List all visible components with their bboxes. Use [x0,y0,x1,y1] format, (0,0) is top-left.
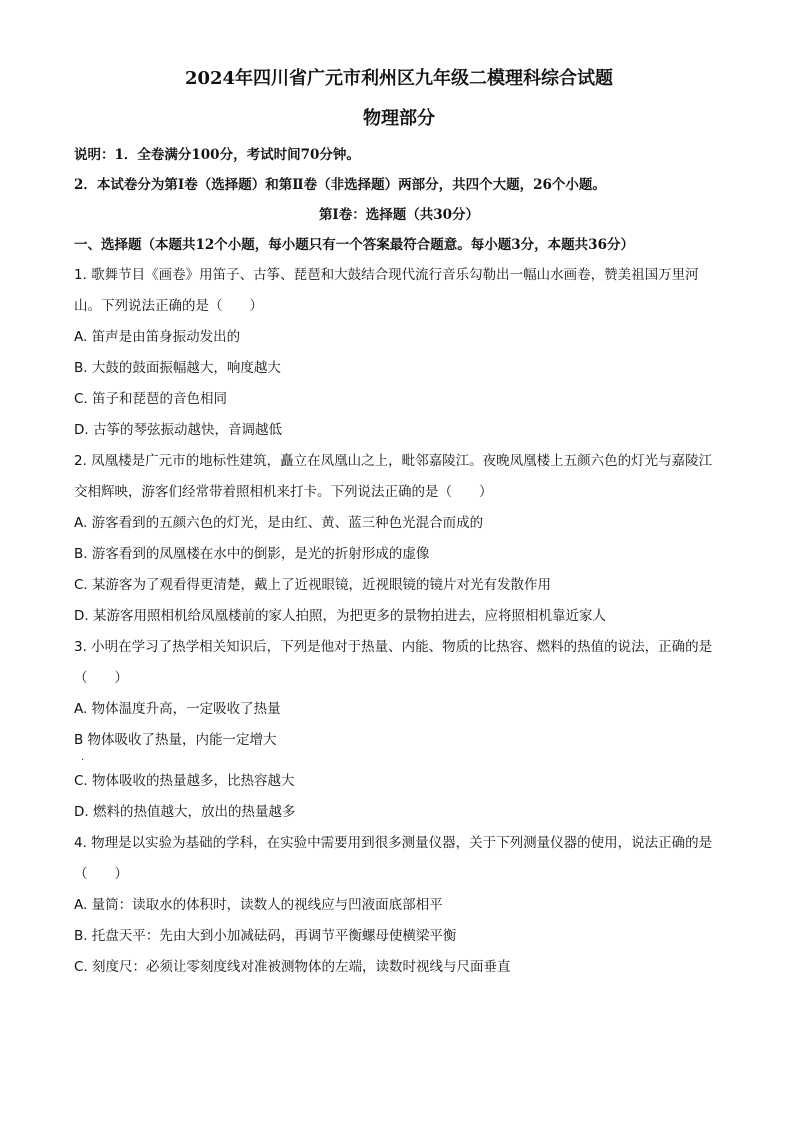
option: D. 某游客用照相机给凤凰楼前的家人拍照，为把更多的景物拍进去，应将照相机靠近家人 [74,608,606,624]
option: D. 古筝的琴弦振动越快，音调越低 [74,422,282,438]
instruction-line-2: 2．本试卷分为第Ⅰ卷（选择题）和第Ⅱ卷（非选择题）两部分，共四个大题，26个小题。 [74,177,606,193]
option: B. 托盘天平：先由大到小加减砝码，再调节平衡螺母使横梁平衡 [74,928,457,944]
question [74,828,724,983]
option: C. 笛子和琵琶的音色相同 [74,391,228,407]
question [74,446,724,632]
option: B. 游客看到的凤凰楼在水中的倒影，是光的折射形成的虚像 [74,546,430,562]
exam-title: 2024年四川省广元市利州区九年级二模理科综合试题 [184,68,614,89]
option: D. 燃料的热值越大，放出的热量越多 [74,804,296,820]
part-heading: 第Ⅰ卷：选择题（共30分） [318,207,480,223]
question-stem: 1. 歌舞节目《画卷》用笛子、古筝、琵琶和大鼓结合现代流行音乐勾勒出一幅山水画卷，赞美祖国万里河山。下列说法正确的是（ ） [74,267,699,314]
question-stem: 4. 物理是以实验为基础的学科，在实验中需要用到很多测量仪器，关于下列测量仪器的使用，说法正确的是（ ） [74,835,713,882]
instruction-line-1: 说明：1．全卷满分100分，考试时间70分钟。 [74,147,360,163]
exam-page [74,66,724,983]
stray-mark: . [81,752,85,763]
question [74,632,724,828]
option: C. 刻度尺：必须让零刻度线对准被测物体的左端，读数时视线与尺面垂直 [74,959,511,975]
option: A. 游客看到的五颜六色的灯光，是由红、黄、蓝三种色光混合而成的 [74,515,484,531]
option: C. 某游客为了观看得更清楚，戴上了近视眼镜，近视眼镜的镜片对光有发散作用 [74,577,552,593]
section-heading: 一、选择题（本题共12个小题，每小题只有一个答案最符合题意。每小题3分，本题共36分） [74,237,634,253]
question [74,260,724,446]
option: A. 量筒：读取水的体积时，读数人的视线应与凹液面底部相平 [74,897,443,913]
option: C. 物体吸收的热量越多，比热容越大 [74,773,295,789]
option: B. 大鼓的鼓面振幅越大，响度越大 [74,360,281,376]
option: A. 物体温度升高，一定吸收了热量 [74,701,281,717]
exam-subtitle: 物理部分 [363,108,435,129]
question-stem: 3. 小明在学习了热学相关知识后，下列是他对于热量、内能、物质的比热容、燃料的热值的说法，正确的是（ ） [74,639,713,686]
question-stem: 2. 凤凰楼是广元市的地标性建筑，矗立在凤凰山之上，毗邻嘉陵江。夜晚凤凰楼上五颜六色的灯光与嘉陵江交相辉映，游客们经常带着照相机来打卡。下列说法正确的是（ ） [74,453,713,500]
option: B 物体吸收了热量，内能一定增大 [74,732,277,748]
option: A. 笛声是由笛身振动发出的 [74,329,241,345]
